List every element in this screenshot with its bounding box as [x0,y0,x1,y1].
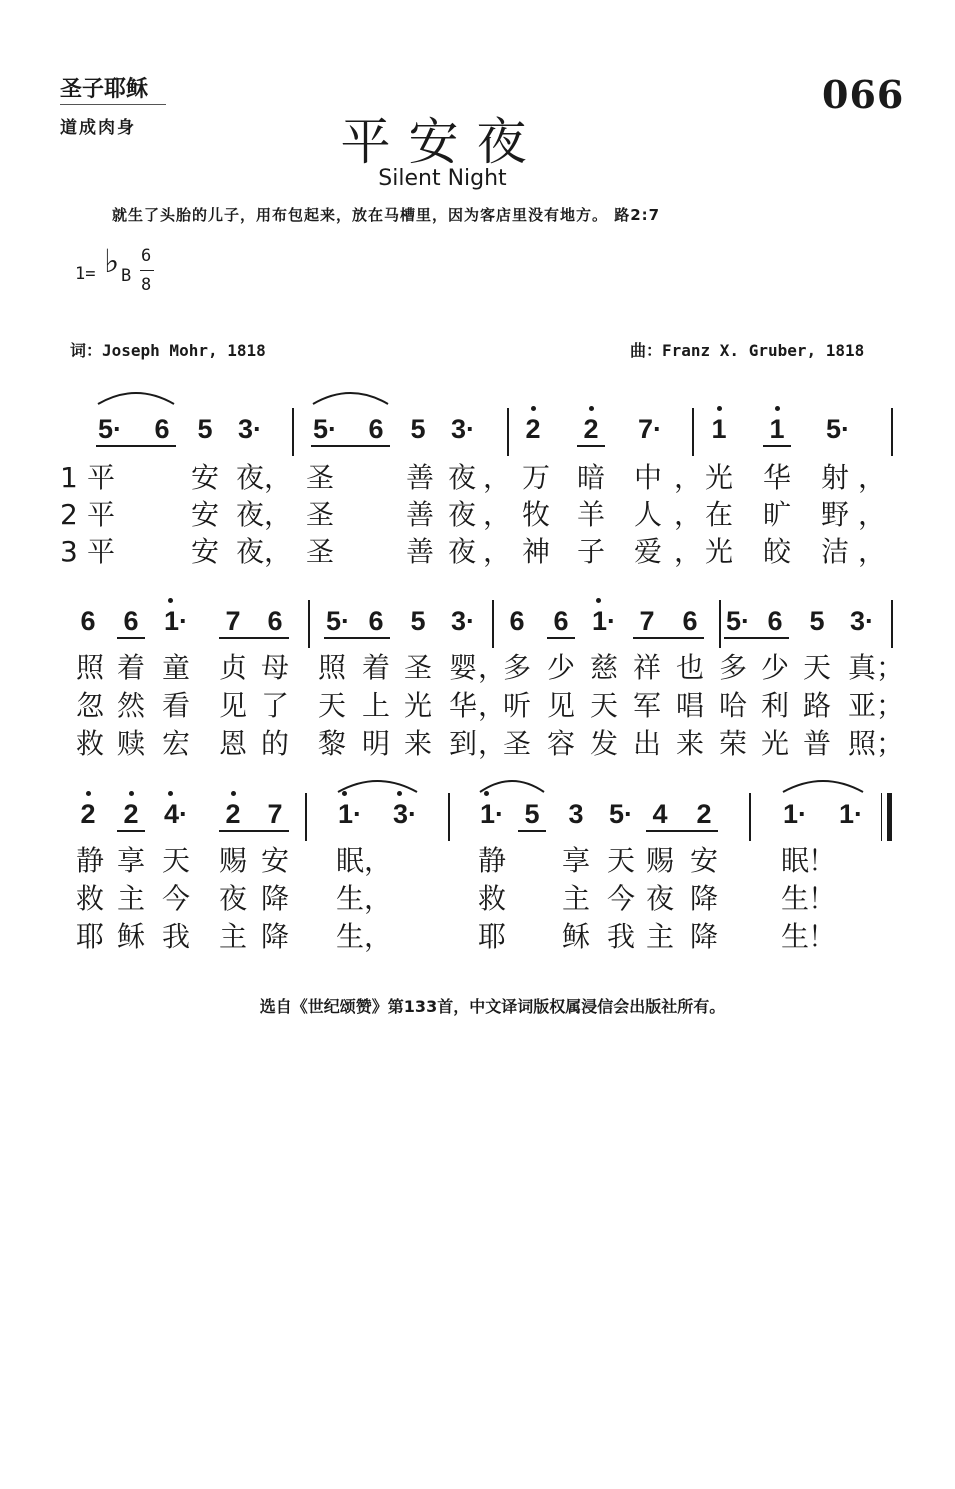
lyric-char: 享 [116,844,146,877]
note: 3· [450,606,476,636]
hymn-subcategory: 道成肉身 [60,118,136,138]
note: 5 [809,606,825,636]
octave-dot [484,791,489,796]
lyric-char: 平 [86,535,116,568]
lyric-char: 稣 [116,920,146,953]
note: 6 [154,414,170,444]
lyric-char: 主 [645,920,675,953]
lyric-char: 主 [218,920,248,953]
lyric-char: 荣 [718,727,748,760]
lyric-char: 宏 [161,727,191,760]
lyric-char: 善 [405,498,435,531]
bar-line [308,600,310,648]
note: 7 [267,799,283,829]
flat-sign: ♭ [104,242,120,280]
lyric-char: 着 [361,651,391,684]
lyric-char: ， [857,498,887,531]
lyric-char: 羊 [576,498,606,531]
note: 3· [392,799,418,829]
lyric-char: 光 [403,689,433,722]
lyric-char: ， [263,498,293,531]
lyric-char: 圣 [305,535,335,568]
lyric-char: 人 [633,498,663,531]
lyric-char: 牧 [521,498,551,531]
lyric-char: 忽 [75,689,105,722]
lyric-char: 多 [502,651,532,684]
slur [480,781,544,792]
lyric-char: 平 [86,461,116,494]
lyric-char: 童 [161,651,191,684]
lyric-char: 夜 [447,461,477,494]
octave-dot [717,406,722,411]
octave-dot [342,791,347,796]
lyric-char: 善 [405,461,435,494]
note-underline [646,830,718,832]
note: 1· [782,799,808,829]
lyric-char: 降 [260,882,290,915]
octave-dot [168,791,173,796]
lyric-char: 天 [589,689,619,722]
lyric-char: 祥 [632,651,662,684]
scripture-verse: 就生了头胎的儿子，用布包起来，放在马槽里，因为客店里没有地方。 路2:7 [112,206,661,224]
lyric-char: 主 [561,882,591,915]
slur [313,393,388,404]
lyric-char: 利 [760,689,790,722]
lyric-char: 眠 [780,844,810,877]
lyric-char: 的 [260,727,290,760]
lyric-char: 婴 [448,651,478,684]
lyric-char: ， [673,498,703,531]
lyric-char: 普 [802,727,832,760]
note: 3· [450,414,476,444]
note: 1· [479,799,505,829]
lyric-char: 天 [802,651,832,684]
lyric-char: 军 [632,689,662,722]
lyric-char: 射 [820,461,850,494]
note: 6 [267,606,283,636]
note: 2 [123,799,139,829]
lyric-char: 神 [521,535,551,568]
lyric-char: 照 [317,651,347,684]
bar-line [692,408,694,456]
final-bar-thick [887,793,892,841]
key-prefix: 1= [75,264,96,284]
note: 5· [97,414,123,444]
lyric-char: 少 [760,651,790,684]
lyric-char: 夜 [235,461,265,494]
lyric-char: 善 [405,535,435,568]
lyric-char: 今 [606,882,636,915]
slur [98,393,174,404]
note: 6 [80,606,96,636]
note: 5· [825,414,851,444]
lyric-char: 着 [116,651,146,684]
lyric-char: 今 [161,882,191,915]
lyric-char: 见 [218,689,248,722]
lyric-char: 路 [802,689,832,722]
lyric-char: 圣 [403,651,433,684]
lyric-char: 圣 [305,461,335,494]
note: 5 [197,414,213,444]
note: 5· [312,414,338,444]
note: 5 [524,799,540,829]
lyric-char: 夜 [447,498,477,531]
lyric-char: ； [875,727,905,760]
note: 7 [639,606,655,636]
note-underline [311,445,390,447]
lyric-char: 降 [260,920,290,953]
note: 5· [725,606,751,636]
lyric-char: ； [875,689,905,722]
note: 6 [509,606,525,636]
note: 1· [337,799,363,829]
lyric-char: 了 [260,689,290,722]
lyric-char: ， [363,882,393,915]
note: 6 [368,606,384,636]
lyric-char: 中 [633,461,663,494]
lyric-char: 稣 [561,920,591,953]
note-underline [547,637,575,639]
octave-dot [86,791,91,796]
lyric-char: 生 [335,882,365,915]
lyric-char: 光 [704,535,734,568]
lyric-char: ， [477,651,507,684]
lyric-char: 安 [190,498,220,531]
slur [783,781,863,792]
lyric-char: 降 [689,920,719,953]
lyric-char: ， [263,461,293,494]
lyric-char: 安 [190,461,220,494]
lyric-char: 出 [632,727,662,760]
lyric-char: 爱 [633,535,663,568]
lyric-char: ， [482,461,512,494]
lyric-char: 来 [403,727,433,760]
lyric-char: ！ [807,882,837,915]
note: 5 [410,606,426,636]
lyric-char: 亚 [847,689,877,722]
lyric-char: 生 [780,920,810,953]
octave-dot [168,598,173,603]
lyric-char: 夜 [447,535,477,568]
lyric-char: ， [263,535,293,568]
note: 2 [225,799,241,829]
lyric-char: 救 [477,882,507,915]
note: 1· [838,799,864,829]
note: 2 [696,799,712,829]
lyric-char: 真 [847,651,877,684]
note: 2 [80,799,96,829]
bar-line [891,600,893,648]
lyric-char: ！ [807,920,837,953]
lyric-char: ， [482,535,512,568]
note: 5· [325,606,351,636]
lyric-char: ， [363,844,393,877]
time-numerator: 6 [141,246,152,266]
lyric-char: 圣 [502,727,532,760]
lyric-char: 夜 [218,882,248,915]
octave-dot [397,791,402,796]
verse-number: 3 [60,535,78,568]
bar-line [719,600,721,648]
note: 6 [682,606,698,636]
lyric-char: 夜 [235,535,265,568]
note: 1 [769,414,785,444]
lyric-char: 皎 [762,535,792,568]
lyric-char: 生 [335,920,365,953]
lyric-char: 救 [75,727,105,760]
hymn-category: 圣子耶稣 [60,76,149,102]
lyric-char: 慈 [589,651,619,684]
note: 6 [368,414,384,444]
octave-dot [596,598,601,603]
lyric-char: 静 [75,844,105,877]
composer-credit: 曲：Franz X. Gruber, 1818 [630,341,865,360]
note-underline [219,830,289,832]
lyric-char: 安 [190,535,220,568]
lyric-char: 眠 [335,844,365,877]
lyric-char: ， [477,727,507,760]
lyric-char: 平 [86,498,116,531]
slur [338,781,417,792]
lyric-char: 来 [675,727,705,760]
bar-line [305,793,307,841]
lyric-char: 暗 [576,461,606,494]
note-underline [763,445,791,447]
hymn-subtitle: Silent Night [378,166,507,191]
bar-line [749,793,751,841]
lyric-char: 生 [780,882,810,915]
lyric-char: 洁 [820,535,850,568]
note: 4· [163,799,189,829]
lyric-char: 耶 [75,920,105,953]
verse-number: 2 [60,498,78,531]
lyric-char: 哈 [718,689,748,722]
lyric-char: 容 [546,727,576,760]
lyric-char: 万 [521,461,551,494]
octave-dot [231,791,236,796]
lyric-char: 旷 [762,498,792,531]
lyric-char: 华 [448,689,478,722]
lyric-char: 听 [502,689,532,722]
lyric-char: ， [673,461,703,494]
lyric-char: 降 [689,882,719,915]
lyric-char: 也 [675,651,705,684]
note: 1· [163,606,189,636]
note: 5 [410,414,426,444]
note-underline [324,637,390,639]
note: 6 [553,606,569,636]
lyric-char: ， [363,920,393,953]
lyric-char: 子 [576,535,606,568]
note: 1· [591,606,617,636]
lyric-char: 野 [820,498,850,531]
lyric-char: 我 [161,920,191,953]
lyric-char: 华 [762,461,792,494]
lyric-char: 圣 [305,498,335,531]
note-underline [96,445,176,447]
lyric-char: 母 [260,651,290,684]
note: 3· [849,606,875,636]
note: 3· [237,414,263,444]
lyric-char: 黎 [317,727,347,760]
lyric-char: 明 [361,727,391,760]
lyric-char: 安 [260,844,290,877]
lyric-char: ， [673,535,703,568]
lyric-char: 夜 [235,498,265,531]
lyric-char: 唱 [675,689,705,722]
lyric-char: 在 [704,498,734,531]
lyric-char: ， [482,498,512,531]
hymn-number: 066 [822,72,905,117]
lyric-char: 少 [546,651,576,684]
lyric-char: 见 [546,689,576,722]
note: 6 [123,606,139,636]
note: 2 [525,414,541,444]
lyric-char: 贞 [218,651,248,684]
bar-line [891,408,893,456]
octave-dot [129,791,134,796]
bar-line [448,793,450,841]
lyric-char: 天 [161,844,191,877]
note-underline [633,637,704,639]
lyric-char: 恩 [218,727,248,760]
lyric-char: 我 [606,920,636,953]
note: 3 [568,799,584,829]
verse-number: 1 [60,461,78,494]
bar-line [292,408,294,456]
note-underline [518,830,546,832]
lyric-char: 天 [317,689,347,722]
lyric-char: 光 [760,727,790,760]
octave-dot [589,406,594,411]
lyric-char: 照 [847,727,877,760]
lyric-char: 照 [75,651,105,684]
lyric-char: ， [857,461,887,494]
note: 1 [711,414,727,444]
note: 5· [608,799,634,829]
lyric-char: 赐 [645,844,675,877]
lyric-char: ， [477,689,507,722]
lyricist-credit: 词：Joseph Mohr, 1818 [70,341,266,360]
time-denominator: 8 [141,275,152,295]
lyric-char: 救 [75,882,105,915]
lyric-char: 耶 [477,920,507,953]
note: 7· [637,414,663,444]
time-fraction-line [140,270,154,271]
hymn-title: 平安夜 [340,113,545,171]
lyric-char: 多 [718,651,748,684]
lyric-char: ； [875,651,905,684]
lyric-char: ， [857,535,887,568]
lyric-char: 赐 [218,844,248,877]
note: 6 [767,606,783,636]
copyright-footer: 选自《世纪颂赞》第133首，中文译词版权属浸信会出版社所有。 [259,997,726,1016]
note-underline [724,637,789,639]
lyric-char: 看 [161,689,191,722]
lyric-char: 上 [361,689,391,722]
key-letter: B [121,266,132,286]
lyric-char: 静 [477,844,507,877]
lyric-char: 赎 [116,727,146,760]
lyric-char: 发 [589,727,619,760]
note-underline [577,445,605,447]
bar-line [507,408,509,456]
lyric-char: 光 [704,461,734,494]
lyric-char: 到 [448,727,478,760]
lyric-char: ！ [807,844,837,877]
lyric-char: 安 [689,844,719,877]
lyric-char: 天 [606,844,636,877]
note-underline [117,637,145,639]
note: 4 [652,799,668,829]
octave-dot [775,406,780,411]
bar-line [492,600,494,648]
lyric-char: 然 [116,689,146,722]
lyric-char: 享 [561,844,591,877]
note-underline [219,637,289,639]
note: 2 [583,414,599,444]
note: 7 [225,606,241,636]
final-bar-thin [881,793,882,841]
lyric-char: 夜 [645,882,675,915]
octave-dot [531,406,536,411]
lyric-char: 主 [116,882,146,915]
note-underline [117,830,145,832]
